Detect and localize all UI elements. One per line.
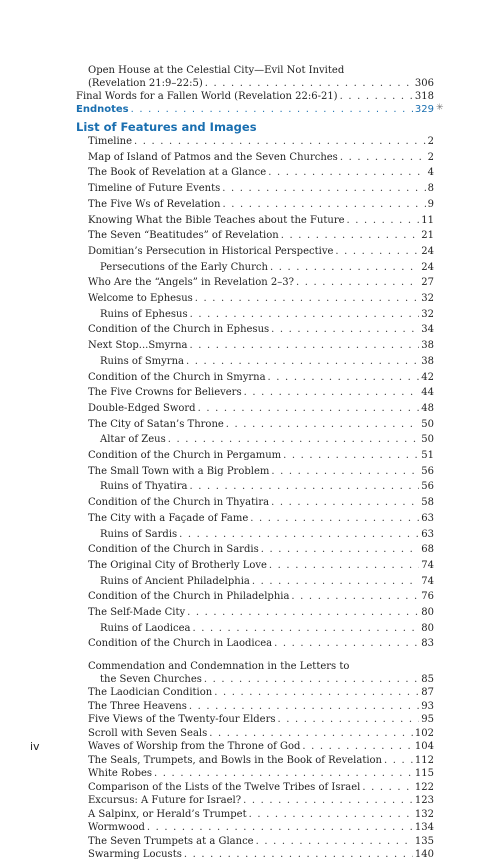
page-number: 115 xyxy=(414,768,434,779)
leader-dots xyxy=(131,103,413,116)
list-item[interactable] xyxy=(100,528,434,541)
list-item[interactable] xyxy=(88,465,434,478)
list-item[interactable] xyxy=(88,590,434,603)
leader-dots xyxy=(291,590,419,603)
asterisk-mark-icon: ✳ xyxy=(436,103,444,113)
page-number: 102 xyxy=(414,727,434,739)
leader-dots xyxy=(186,355,419,368)
entry-title: Condition of the Church in Ephesus xyxy=(88,324,270,336)
page-number: 68 xyxy=(421,544,434,556)
page-number: 50 xyxy=(421,434,434,446)
entry-title: Ruins of Ancient Philadelphia xyxy=(100,575,250,587)
page-number: 38 xyxy=(421,340,434,352)
page-folio: iv xyxy=(30,740,40,753)
page-number: 56 xyxy=(421,481,434,493)
page-number: 122 xyxy=(414,781,434,793)
list-item[interactable] xyxy=(88,323,434,336)
leader-dots xyxy=(193,622,420,635)
entry-title: A Salpinx, or Herald’s Trumpet xyxy=(88,808,247,820)
leader-dots xyxy=(214,686,419,699)
leader-dots xyxy=(302,740,413,753)
page-number: 80 xyxy=(421,622,434,634)
entry-title: Ruins of Thyatira xyxy=(100,481,188,493)
page-number: 44 xyxy=(421,387,434,399)
entry-title: Condition of the Church in Pergamum xyxy=(88,450,282,461)
page-number: 140 xyxy=(414,849,434,860)
page-number: 135 xyxy=(414,835,434,847)
leader-dots xyxy=(134,135,426,148)
leader-dots xyxy=(187,606,419,619)
page-number: 9 xyxy=(427,198,434,210)
page-number: 83 xyxy=(421,638,434,650)
page-number: 51 xyxy=(421,450,434,461)
open-house-entry[interactable] xyxy=(88,77,434,90)
page-number: 63 xyxy=(421,528,434,540)
entry-title: Timeline xyxy=(88,136,133,147)
leader-dots xyxy=(274,637,419,650)
page-number: 318 xyxy=(414,91,434,102)
list-item[interactable] xyxy=(88,727,434,740)
leader-dots xyxy=(184,848,413,861)
entry-title: Timeline of Future Events xyxy=(88,183,221,195)
entry-title: Comparison of the Lists of the Twelve Tribes of Israel xyxy=(88,781,361,793)
leader-dots xyxy=(252,575,419,588)
leader-dots xyxy=(270,261,419,274)
leader-dots xyxy=(147,821,413,834)
leader-dots xyxy=(195,292,420,305)
leader-dots xyxy=(278,713,420,726)
page-number: 4 xyxy=(427,167,434,179)
entry-title: Persecutions of the Early Church xyxy=(100,261,268,273)
page-number: 74 xyxy=(421,575,434,587)
entry-title: (Revelation 21:9–22:5) xyxy=(88,78,203,89)
entry-title: The Seven Trumpets at a Glance xyxy=(88,835,254,847)
entry-title: The Small Town with a Big Problem xyxy=(88,465,270,477)
list-item[interactable] xyxy=(88,512,434,525)
list-item[interactable] xyxy=(88,713,434,726)
entry-title: Welcome to Ephesus xyxy=(88,293,193,304)
leader-dots xyxy=(268,166,425,179)
leader-dots xyxy=(222,182,425,195)
leader-dots xyxy=(179,528,419,541)
list-item[interactable] xyxy=(88,229,434,242)
list-item[interactable] xyxy=(100,355,434,368)
leader-dots xyxy=(335,245,419,258)
entry-title: The Self-Made City xyxy=(88,607,186,618)
page-number: 21 xyxy=(421,230,434,242)
entry-title: Scroll with Seven Seals xyxy=(88,727,208,739)
leader-dots xyxy=(190,480,420,493)
leader-dots xyxy=(281,229,420,242)
list-item[interactable] xyxy=(88,386,434,399)
leader-dots xyxy=(261,543,420,556)
page-number: 38 xyxy=(421,355,434,367)
list-item[interactable] xyxy=(88,214,434,227)
list-item[interactable] xyxy=(88,700,434,713)
page-number: 87 xyxy=(421,687,434,698)
entry-title: Swarming Locusts xyxy=(88,849,182,860)
entry-title: Altar of Zeus xyxy=(100,434,166,446)
entry-title: Domitian’s Persecution in Historical Perspective xyxy=(88,245,334,257)
page-number: 34 xyxy=(421,324,434,336)
entry-title: The Three Heavens xyxy=(88,700,187,712)
entry-title: The Five Crowns for Believers xyxy=(88,387,242,399)
page-number: 76 xyxy=(421,591,434,603)
list-item[interactable] xyxy=(88,835,434,848)
entry-title: Condition of the Church in Philadelphia xyxy=(88,591,290,603)
final-words-entry[interactable] xyxy=(76,90,434,103)
page-number: 48 xyxy=(421,402,434,414)
list-item[interactable] xyxy=(88,821,434,834)
list-item[interactable] xyxy=(88,182,434,195)
leader-dots xyxy=(204,673,419,686)
list-item[interactable] xyxy=(88,808,434,821)
list-item[interactable] xyxy=(88,418,434,431)
entry-title: Condition of the Church in Sardis xyxy=(88,544,259,556)
entry-title: White Robes xyxy=(88,768,153,779)
leader-dots xyxy=(271,496,419,509)
list-item[interactable] xyxy=(100,622,434,635)
leader-dots xyxy=(271,323,419,336)
list-item[interactable] xyxy=(88,198,434,211)
list-item[interactable] xyxy=(100,480,434,493)
page-number: 80 xyxy=(421,607,434,618)
open-house-title: Open House at the Celestial City—Evil Not Invited xyxy=(88,65,345,76)
leader-dots xyxy=(283,449,419,462)
section-heading: List of Features and Images xyxy=(76,120,257,134)
page-number: 93 xyxy=(421,700,434,712)
leader-dots xyxy=(268,371,420,384)
leader-dots xyxy=(249,808,413,821)
leader-dots xyxy=(362,781,413,794)
entry-title: Ruins of Laodicea xyxy=(100,622,191,634)
list-item[interactable] xyxy=(100,261,434,274)
entry-title: Ruins of Smyrna xyxy=(100,355,184,367)
page-number: 42 xyxy=(421,371,434,383)
list-item[interactable] xyxy=(88,781,434,794)
page-number: 123 xyxy=(414,795,434,806)
entry-title: Who Are the “Angels” in Revelation 2–3? xyxy=(88,277,294,289)
leader-dots xyxy=(256,835,413,848)
entry-title: The Laodician Condition xyxy=(88,687,213,698)
page-number: 58 xyxy=(421,497,434,509)
list-item[interactable] xyxy=(88,339,434,352)
list-item[interactable] xyxy=(88,543,434,556)
leader-dots xyxy=(226,418,419,431)
list-item[interactable] xyxy=(88,245,434,258)
page-number: 2 xyxy=(427,151,434,163)
leader-dots xyxy=(244,386,420,399)
entry-title: Ruins of Sardis xyxy=(100,528,178,540)
entry-title: the Seven Churches xyxy=(100,674,202,685)
list-item[interactable] xyxy=(88,496,434,509)
leader-dots xyxy=(190,339,420,352)
page-number: 11 xyxy=(421,214,434,226)
entry-title: Final Words for a Fallen World (Revelation 22:6-21) xyxy=(76,91,338,102)
page-number: 104 xyxy=(414,741,434,752)
entry-title: Waves of Worship from the Throne of God xyxy=(88,741,301,752)
entry-title: The Original City of Brotherly Love xyxy=(88,559,267,571)
entry-title: Five Views of the Twenty-four Elders xyxy=(88,714,276,725)
list-item[interactable] xyxy=(88,606,434,619)
leader-dots xyxy=(269,559,419,572)
leader-dots xyxy=(222,198,425,211)
entry-title: Ruins of Ephesus xyxy=(100,308,188,320)
page-number: 329 xyxy=(414,104,434,115)
list-item[interactable] xyxy=(88,559,434,572)
leader-dots xyxy=(271,465,419,478)
list-item[interactable] xyxy=(88,135,434,148)
page-number: 134 xyxy=(414,822,434,833)
page-number: 32 xyxy=(421,308,434,320)
leader-dots xyxy=(243,794,413,807)
page-number: 56 xyxy=(421,465,434,477)
leader-dots xyxy=(154,767,413,780)
entry-title: The Book of Revelation at a Glance xyxy=(88,167,267,179)
list-item[interactable] xyxy=(88,848,434,861)
page-number: 8 xyxy=(427,183,434,195)
entry-title: Double-Edged Sword xyxy=(88,402,196,414)
page-number: 24 xyxy=(421,261,434,273)
list-item[interactable] xyxy=(88,740,434,753)
entry-title: The City with a Façade of Fame xyxy=(88,512,249,524)
list-item[interactable] xyxy=(88,371,434,384)
list-item[interactable] xyxy=(88,276,434,289)
page-number: 50 xyxy=(421,418,434,430)
page-number: 95 xyxy=(421,714,434,725)
list-item[interactable] xyxy=(88,794,434,807)
entry-title: Condition of the Church in Smyrna xyxy=(88,371,266,383)
page-number: 32 xyxy=(421,293,434,304)
list-item[interactable] xyxy=(100,308,434,321)
leader-dots xyxy=(384,754,413,767)
leader-dots xyxy=(209,727,413,740)
entry-title: Next Stop...Smyrna xyxy=(88,340,188,352)
list-item[interactable] xyxy=(100,575,434,588)
endnotes-label: Endnotes xyxy=(76,104,129,115)
page-number: 2 xyxy=(427,136,434,147)
leader-dots xyxy=(347,214,420,227)
list-item[interactable] xyxy=(88,754,434,767)
page-number: 74 xyxy=(421,559,434,571)
entry-title: Knowing What the Bible Teaches about the Future xyxy=(88,214,345,226)
page-number: 63 xyxy=(421,512,434,524)
list-item[interactable] xyxy=(88,166,434,179)
endnotes-entry[interactable] xyxy=(76,103,434,116)
list-item[interactable] xyxy=(88,637,434,650)
entry-title: The Seven “Beatitudes” of Revelation xyxy=(88,230,279,242)
list-item[interactable] xyxy=(88,767,434,780)
leader-dots xyxy=(190,308,420,321)
entry-title: Excursus: A Future for Israel? xyxy=(88,795,242,806)
leader-dots xyxy=(340,90,413,103)
list-item[interactable] xyxy=(88,449,434,462)
entry-title: The Seals, Trumpets, and Bowls in the Book of Revelation xyxy=(88,754,382,766)
list-item[interactable] xyxy=(88,151,434,164)
list-item[interactable] xyxy=(88,402,434,415)
leader-dots xyxy=(189,700,419,713)
leader-dots xyxy=(250,512,419,525)
list-item[interactable] xyxy=(88,686,434,699)
entry-title: Condition of the Church in Thyatira xyxy=(88,497,270,509)
leader-dots xyxy=(168,433,420,446)
entry-title: Map of Island of Patmos and the Seven Churches xyxy=(88,151,338,163)
entry-title: Condition of the Church in Laodicea xyxy=(88,638,273,650)
list-item[interactable] xyxy=(100,433,434,446)
commendation-title: Commendation and Condemnation in the Letters to xyxy=(88,661,350,672)
entry-title: The City of Satan’s Throne xyxy=(88,418,224,430)
entry-title: Wormwood xyxy=(88,822,145,833)
leader-dots xyxy=(340,151,426,164)
page-number: 85 xyxy=(421,674,434,685)
leader-dots xyxy=(198,402,420,415)
page-number: 112 xyxy=(414,754,434,766)
commendation-entry[interactable] xyxy=(100,673,434,686)
page-number: 24 xyxy=(421,245,434,257)
list-item[interactable] xyxy=(88,292,434,305)
leader-dots xyxy=(205,77,413,90)
leader-dots xyxy=(296,276,419,289)
page-number: 132 xyxy=(414,808,434,820)
entry-title: The Five Ws of Revelation xyxy=(88,198,221,210)
page-number: 27 xyxy=(421,277,434,289)
page-number: 306 xyxy=(414,78,434,89)
